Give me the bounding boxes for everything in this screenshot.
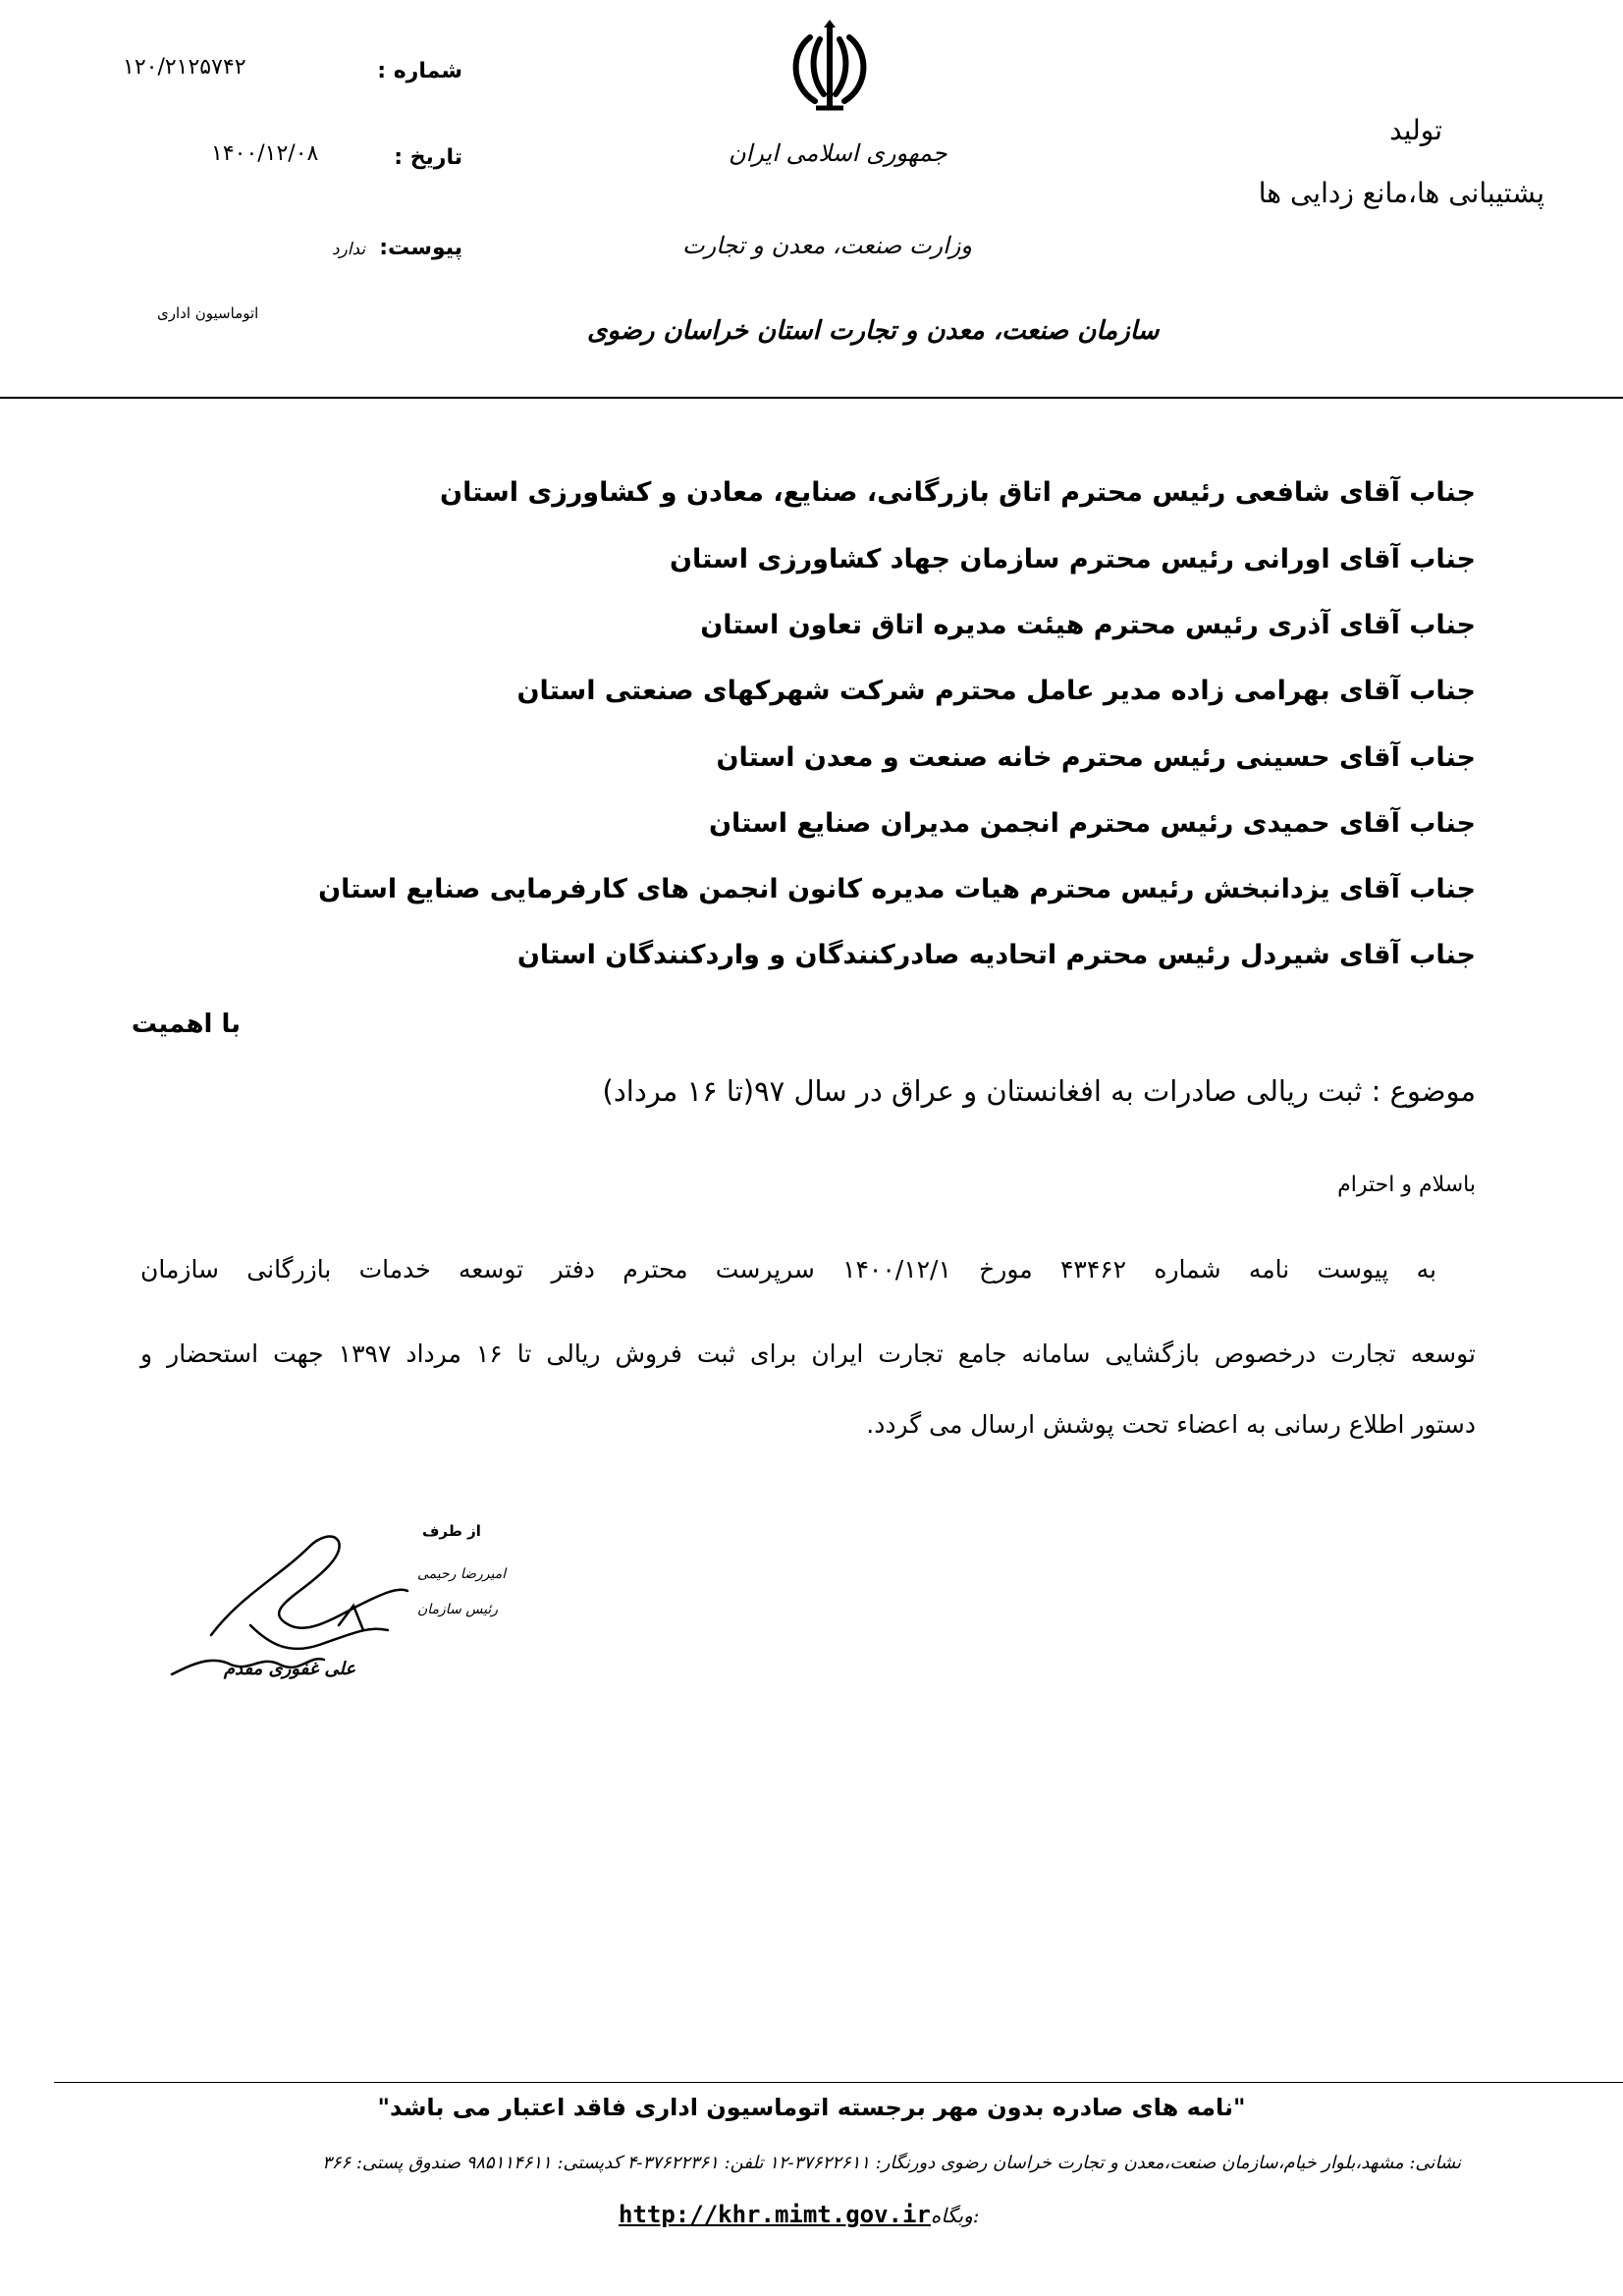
recipient-line: جناب آقای شیردل رئیس محترم اتحادیه صادرکنندگان و واردکنندگان استان xyxy=(516,940,1476,970)
signature-name-stamp: امیررضا رحیمی xyxy=(417,1566,507,1582)
signature-title-stamp: رئیس سازمان xyxy=(417,1602,498,1617)
website-label: وبگاه: xyxy=(930,2204,980,2227)
footer-address: نشانی: مشهد،بلوار خیام،سازمان صنعت،معدن و تجارت خراسان رضوی دورنگار: ۳۷۶۲۲۶۱۱-۱۲ تلفن: ۳۷۶۲۲۳۶۱-۴ کدپستی: ۹۸۵۱۱۴۶۱۱ صندوق پستی: ۳۶۶ xyxy=(322,2153,1461,2173)
republic-title: جمهوری اسلامی ایران xyxy=(729,139,947,167)
ministry-title: وزارت صنعت، معدن و تجارت xyxy=(682,232,972,259)
footer-divider xyxy=(54,2082,1623,2083)
footer-website xyxy=(619,2200,979,2229)
recipient-line: جناب آقای یزدانبخش رئیس محترم هیات مدیره کانون انجمن های کارفرمایی صنایع استان xyxy=(318,874,1476,904)
automation-note: اتوماسیون اداری xyxy=(157,304,259,322)
body-paragraph-line: به پیوست نامه شماره ۴۳۴۶۲ مورخ ۱۴۰۰/۱۲/۱ سرپرست محترم دفتر توسعه خدمات بازرگانی سازمان xyxy=(140,1255,1437,1284)
from-label: از طرف xyxy=(422,1522,481,1540)
recipient-line: جناب آقای آذری رئیس محترم هیئت مدیره اتاق تعاون استان xyxy=(700,610,1476,640)
letter-date: ۱۴۰۰/۱۲/۰۸ xyxy=(211,141,319,166)
recipient-line: جناب آقای بهرامی زاده مدیر عامل محترم شرکت شهرکهای صنعتی استان xyxy=(516,676,1476,706)
header-divider xyxy=(0,397,1623,399)
signature-signer-stamp: علی غفوری مقدم xyxy=(223,1659,356,1679)
recipient-line: جناب آقای شافعی رئیس محترم اتاق بازرگانی، صنایع، معادن و کشاورزی استان xyxy=(440,477,1476,508)
letter-number: ۱۲۰/۲۱۲۵۷۴۲ xyxy=(123,55,246,80)
subject-line: موضوع : ثبت ریالی صادرات به افغانستان و عراق در سال ۹۷(تا ۱۶ مرداد) xyxy=(602,1074,1476,1108)
iran-emblem-icon xyxy=(781,18,879,116)
number-label: شماره : xyxy=(377,59,462,83)
recipient-line: جناب آقای حسینی رئیس محترم خانه صنعت و معدن استان xyxy=(716,742,1476,773)
tag-support: پشتیبانی ها،مانع زدایی ها xyxy=(1258,177,1544,209)
organization-title: سازمان صنعت، معدن و تجارت استان خراسان رضوی xyxy=(587,316,1160,346)
recipient-line: جناب آقای اورانی رئیس محترم سازمان جهاد کشاورزی استان xyxy=(669,544,1476,574)
attachment-label: پیوست: xyxy=(379,236,462,260)
body-paragraph-line: توسعه تجارت درخصوص بازگشایی سامانه جامع تجارت ایران برای ثبت فروش ریالی تا ۱۶ مرداد ۱۳۹۷ جهت استحضار و xyxy=(140,1339,1476,1368)
recipient-line: جناب آقای حمیدی رئیس محترم انجمن مدیران صنایع استان xyxy=(709,808,1476,839)
greeting: باسلام و احترام xyxy=(1337,1173,1476,1197)
priority-label: با اهمیت xyxy=(131,1010,241,1039)
body-paragraph-line: دستور اطلاع رسانی به اعضاء تحت پوشش ارسال می گردد. xyxy=(866,1410,1476,1439)
website-link[interactable]: http://khr.mimt.gov.ir xyxy=(619,2201,931,2228)
tag-production: تولید xyxy=(1389,114,1442,146)
footer-validity-note: "نامه های صادره بدون مهر برجسته اتوماسیون اداری فاقد اعتبار می باشد" xyxy=(377,2094,1246,2121)
date-label: تاریخ : xyxy=(394,145,462,170)
attachment-value: ندارد xyxy=(332,240,366,259)
